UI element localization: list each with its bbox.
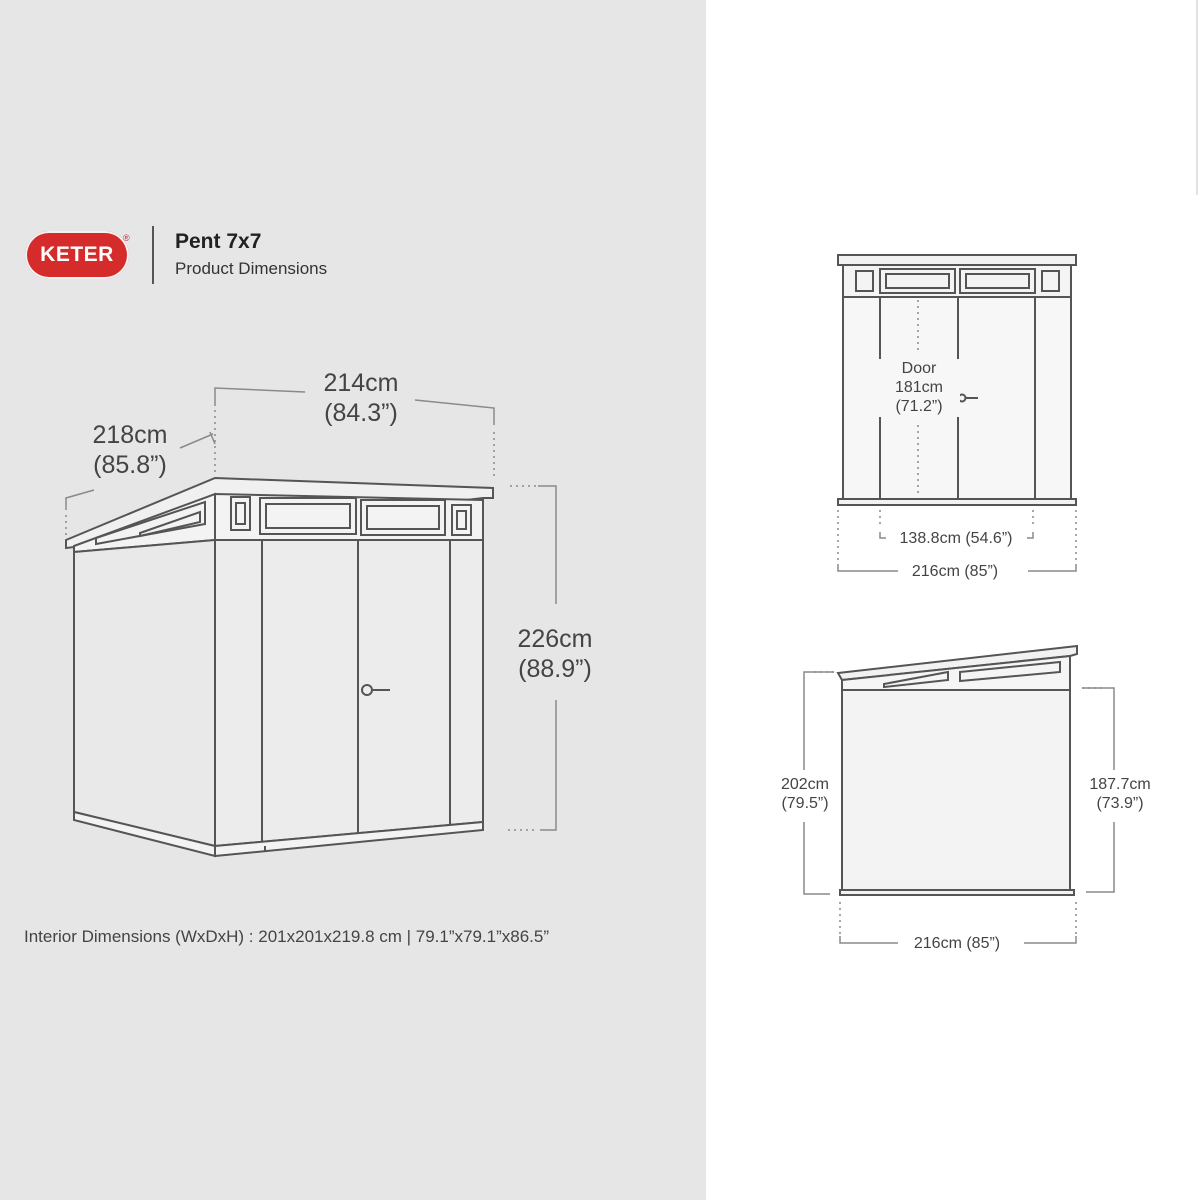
door-height-label xyxy=(878,359,960,417)
door-width-label: 138.8cm (54.6”) xyxy=(899,530,1013,547)
height-label xyxy=(500,624,610,684)
width-cm: 214cm xyxy=(323,369,399,397)
front-height-in: (79.5”) xyxy=(781,795,829,813)
door-height-in: (71.2”) xyxy=(895,398,943,416)
depth-in: (85.8”) xyxy=(93,451,167,479)
product-subtitle: Product Dimensions xyxy=(175,259,328,278)
product-name: Pent 7x7 xyxy=(175,230,262,253)
door-height-cm: 181cm xyxy=(894,379,944,397)
registered-mark: ® xyxy=(123,233,130,243)
depth-label xyxy=(70,420,190,480)
front-height-label xyxy=(772,775,838,813)
door-label: Door xyxy=(901,360,937,377)
width-label xyxy=(300,368,422,428)
height-cm: 226cm xyxy=(517,625,593,653)
logo-text: KETER xyxy=(40,243,114,266)
side-total-depth-label: 216cm (85”) xyxy=(913,935,1001,952)
depth-cm: 218cm xyxy=(92,421,168,449)
height-in: (88.9”) xyxy=(518,655,592,683)
front-height-cm: 202cm xyxy=(780,776,830,793)
width-in: (84.3”) xyxy=(324,399,398,427)
side-view-shed xyxy=(838,646,1077,895)
rear-height-label xyxy=(1082,775,1158,813)
front-total-width-label: 216cm (85”) xyxy=(911,563,999,580)
interior-dimensions: Interior Dimensions (WxDxH) : 201x201x219.8 cm | 79.1”x79.1”x86.5” xyxy=(24,927,550,946)
rear-height-in: (73.9”) xyxy=(1096,795,1144,813)
rear-height-cm: 187.7cm xyxy=(1089,776,1151,793)
perspective-shed xyxy=(66,478,493,856)
